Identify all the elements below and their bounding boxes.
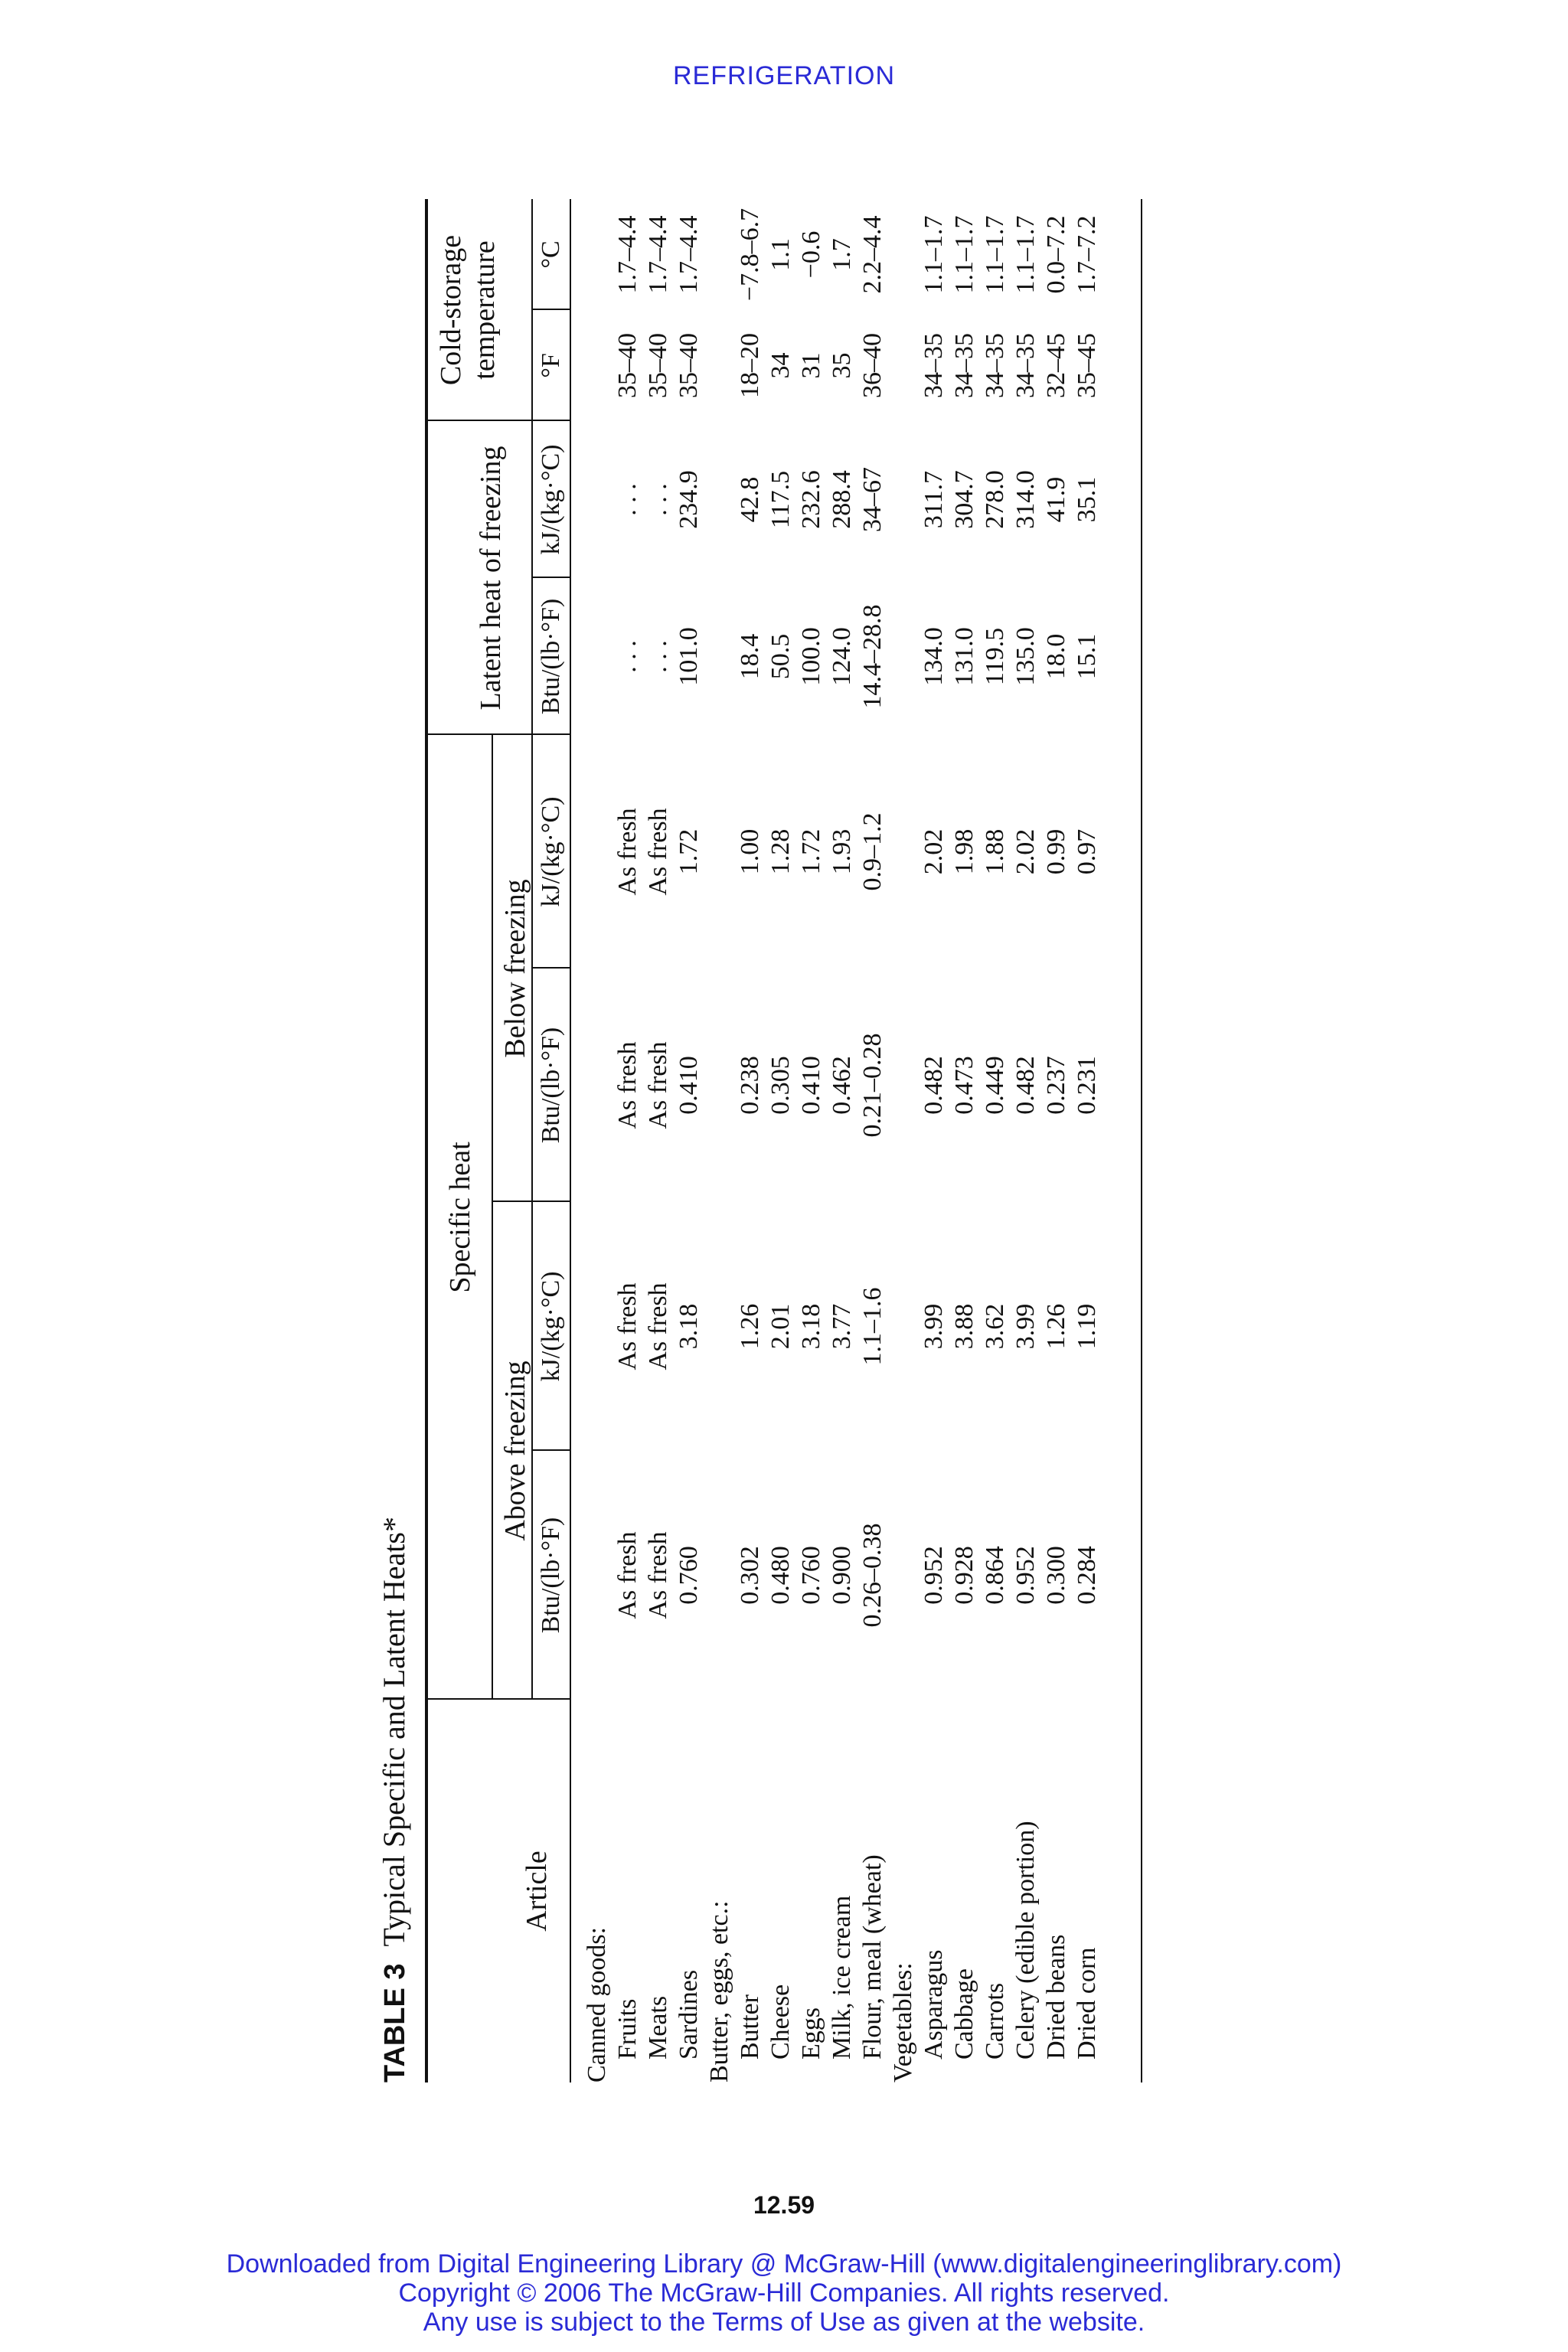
article-cell: Carrots: [981, 1982, 1009, 2060]
value-cell: 3.77: [828, 1303, 856, 1350]
value-cell: 1.7–4.4: [644, 215, 672, 294]
article-cell: Eggs: [797, 2007, 825, 2060]
footer-download-line: Downloaded from Digital Engineering Library @ McGraw-Hill (www.digitalengineeringlibrary.com): [226, 2249, 1342, 2278]
value-cell: 0.900: [828, 1546, 856, 1605]
value-cell: 0.410: [675, 1056, 703, 1115]
value-cell: 234.9: [675, 470, 703, 529]
value-cell: 0.760: [797, 1546, 825, 1605]
value-cell: 41.9: [1042, 476, 1070, 523]
value-cell: 0.952: [920, 1546, 948, 1605]
value-cell: 0.9–1.2: [858, 812, 887, 891]
article-cell: Celery (edible portion): [1011, 1821, 1040, 2060]
value-cell: 0.284: [1073, 1546, 1101, 1605]
value-cell: 1.19: [1073, 1303, 1101, 1350]
value-cell: 2.02: [1011, 828, 1040, 875]
value-cell: As fresh: [644, 808, 672, 896]
article-cell: Dried corn: [1073, 1947, 1101, 2060]
value-cell: 0.864: [981, 1546, 1009, 1605]
value-cell: 134.0: [920, 627, 948, 686]
column-above-kj: [582, 1202, 1102, 1451]
page-number: 12.59: [753, 2191, 815, 2219]
value-cell: 35–40: [613, 333, 642, 398]
unit-latent-kj: kJ/(kg·°C): [537, 444, 565, 555]
column-below-btu: [582, 969, 1102, 1202]
value-cell: 131.0: [950, 627, 978, 686]
header-cold-storage-line1: Cold-storage: [435, 234, 467, 386]
unit-above-kj: kJ/(kg·°C): [537, 1271, 565, 1382]
value-cell: 0.238: [736, 1056, 764, 1115]
value-cell: 314.0: [1011, 470, 1040, 529]
value-cell: As fresh: [613, 1041, 642, 1129]
value-cell: 0.482: [920, 1056, 948, 1115]
value-cell: 1.7: [828, 238, 856, 271]
value-cell: 2.2–4.4: [858, 215, 887, 294]
value-cell: 0.21–0.28: [858, 1033, 887, 1138]
column-article: [582, 1700, 1102, 2082]
article-cell: Sardines: [675, 1969, 703, 2060]
header-cold-storage: [435, 199, 501, 421]
running-head: REFRIGERATION: [672, 61, 896, 90]
header-above-freezing: Above freezing: [499, 1361, 531, 1541]
specific-latent-heat-table: [368, 184, 1225, 2082]
group-label: Canned goods:: [583, 1926, 611, 2082]
unit-temp-f: °F: [537, 353, 565, 378]
value-cell: 119.5: [981, 627, 1009, 686]
value-cell: 288.4: [828, 470, 856, 529]
value-cell: 1.98: [950, 828, 978, 875]
unit-above-btu: Btu/(lb·°F): [537, 1517, 565, 1634]
unit-latent-btu: Btu/(lb·°F): [537, 598, 565, 715]
value-cell: 0.462: [828, 1056, 856, 1115]
value-cell: 1.93: [828, 828, 856, 875]
units-row-top: [531, 199, 533, 1700]
spec-heat-top-rule: [425, 735, 428, 1700]
value-cell: 15.1: [1073, 633, 1101, 680]
value-cell: 18.4: [736, 633, 764, 680]
header-specific-heat: Specific heat: [444, 1142, 476, 1293]
value-cell: 34–35: [1011, 333, 1040, 398]
value-cell: 1.7–7.2: [1073, 215, 1101, 294]
article-cell: Cabbage: [950, 1968, 978, 2060]
value-cell: 1.28: [766, 828, 795, 875]
column-temp-f: [582, 310, 1102, 421]
header-article: Article: [521, 1851, 553, 1932]
unit-below-kj: kJ/(kg·°C): [537, 796, 565, 907]
value-cell: 0.97: [1073, 828, 1101, 875]
value-cell: 35: [828, 352, 856, 379]
header-latent-heat: Latent heat of freezing: [475, 446, 507, 710]
value-cell: 2.01: [766, 1303, 795, 1350]
value-cell: 1.1: [766, 238, 795, 271]
value-cell: 35–40: [644, 333, 672, 398]
value-cell: 278.0: [981, 470, 1009, 529]
value-cell: 1.1–1.7: [950, 215, 978, 294]
value-cell: 36–40: [858, 333, 887, 398]
value-cell: 0.99: [1042, 828, 1070, 875]
specific-heat-underline: [492, 735, 493, 1700]
article-cell: Butter: [736, 1994, 764, 2060]
article-cell: Meats: [644, 1995, 672, 2060]
article-cell: Milk, ice cream: [828, 1895, 856, 2060]
value-cell: 1.1–1.7: [1011, 215, 1040, 294]
value-cell: 232.6: [797, 470, 825, 529]
value-cell: 34–35: [950, 333, 978, 398]
value-cell: As fresh: [613, 1282, 642, 1370]
value-cell: . . .: [644, 483, 672, 516]
column-above-btu: [582, 1451, 1102, 1700]
value-cell: 3.18: [675, 1303, 703, 1350]
value-cell: 311.7: [920, 470, 948, 529]
article-cell: Asparagus: [920, 1949, 948, 2060]
value-cell: 0.302: [736, 1546, 764, 1605]
value-cell: As fresh: [613, 1531, 642, 1619]
header-cold-storage-line2: temperature: [468, 240, 501, 380]
value-cell: 0.952: [1011, 1546, 1040, 1605]
footer-terms-line: Any use is subject to the Terms of Use as given at the website.: [423, 2308, 1145, 2337]
value-cell: 0.0–7.2: [1042, 215, 1070, 294]
value-cell: 0.231: [1073, 1056, 1101, 1115]
value-cell: As fresh: [613, 808, 642, 896]
value-cell: 1.26: [1042, 1303, 1070, 1350]
value-cell: 304.7: [950, 470, 978, 529]
value-cell: As fresh: [644, 1531, 672, 1619]
column-latent-kj: [582, 421, 1102, 578]
value-cell: 1.72: [797, 828, 825, 875]
table-number: TABLE 3: [379, 1963, 411, 2082]
bottom-rule: [1141, 199, 1142, 2082]
value-cell: 0.928: [950, 1546, 978, 1605]
article-cell: Cheese: [766, 1984, 795, 2060]
value-cell: . . .: [644, 640, 672, 673]
value-cell: 0.482: [1011, 1056, 1040, 1115]
column-latent-btu: [582, 578, 1102, 735]
value-cell: 35–45: [1073, 333, 1101, 398]
value-cell: 1.00: [736, 828, 764, 875]
value-cell: 0.410: [797, 1056, 825, 1115]
article-cell: Dried beans: [1042, 1934, 1070, 2060]
value-cell: . . .: [613, 640, 642, 673]
footer-copyright-line: Copyright © 2006 The McGraw-Hill Companies. All rights reserved.: [398, 2278, 1170, 2308]
group-label: Vegetables:: [889, 1962, 917, 2082]
value-cell: −0.6: [797, 230, 825, 279]
value-cell: 0.473: [950, 1056, 978, 1115]
table-title: Typical Specific and Latent Heats*: [377, 1517, 411, 1947]
column-temp-c: [582, 199, 1102, 310]
value-cell: As fresh: [644, 1282, 672, 1370]
unit-below-btu: Btu/(lb·°F): [537, 1027, 565, 1144]
value-cell: 3.99: [1011, 1303, 1040, 1350]
value-cell: 31: [797, 352, 825, 379]
value-cell: 135.0: [1011, 627, 1040, 686]
value-cell: 42.8: [736, 476, 764, 523]
value-cell: 0.26–0.38: [858, 1523, 887, 1628]
value-cell: 32–45: [1042, 333, 1070, 398]
value-cell: 34–35: [920, 333, 948, 398]
value-cell: 3.62: [981, 1303, 1009, 1350]
value-cell: 101.0: [675, 627, 703, 686]
value-cell: As fresh: [644, 1041, 672, 1129]
value-cell: 1.88: [981, 828, 1009, 875]
value-cell: 1.1–1.6: [858, 1287, 887, 1366]
value-cell: 100.0: [797, 627, 825, 686]
value-cell: 35.1: [1073, 476, 1101, 523]
value-cell: 50.5: [766, 633, 795, 680]
value-cell: . . .: [613, 483, 642, 516]
value-cell: 1.26: [736, 1303, 764, 1350]
value-cell: 0.760: [675, 1546, 703, 1605]
value-cell: −7.8–6.7: [736, 207, 764, 302]
article-cell: Fruits: [613, 1998, 642, 2060]
header-below-freezing: Below freezing: [499, 879, 531, 1058]
table-caption: [368, 1517, 421, 2082]
value-cell: 0.237: [1042, 1056, 1070, 1115]
value-cell: 3.88: [950, 1303, 978, 1350]
value-cell: 117.5: [766, 470, 795, 529]
value-cell: 3.99: [920, 1303, 948, 1350]
value-cell: 34–67: [858, 467, 887, 532]
group-label: Butter, eggs, etc.:: [705, 1900, 733, 2082]
value-cell: 3.18: [797, 1303, 825, 1350]
value-cell: 2.02: [920, 828, 948, 875]
value-cell: 18–20: [736, 333, 764, 398]
header-bottom-rule: [570, 199, 571, 2082]
value-cell: 1.7–4.4: [613, 215, 642, 294]
value-cell: 1.1–1.7: [981, 215, 1009, 294]
value-cell: 34–35: [981, 333, 1009, 398]
unit-temp-c: °C: [537, 240, 565, 269]
value-cell: 0.480: [766, 1546, 795, 1605]
column-below-kj: [582, 735, 1102, 969]
article-cell: Flour, meal (wheat): [858, 1854, 887, 2060]
value-cell: 0.449: [981, 1056, 1009, 1115]
value-cell: 35–40: [675, 333, 703, 398]
value-cell: 18.0: [1042, 633, 1070, 680]
value-cell: 124.0: [828, 627, 856, 686]
value-cell: 1.7–4.4: [675, 215, 703, 294]
value-cell: 1.1–1.7: [920, 215, 948, 294]
value-cell: 0.305: [766, 1056, 795, 1115]
value-cell: 1.72: [675, 828, 703, 875]
value-cell: 0.300: [1042, 1546, 1070, 1605]
value-cell: 34: [766, 352, 795, 379]
value-cell: 14.4–28.8: [858, 604, 887, 709]
